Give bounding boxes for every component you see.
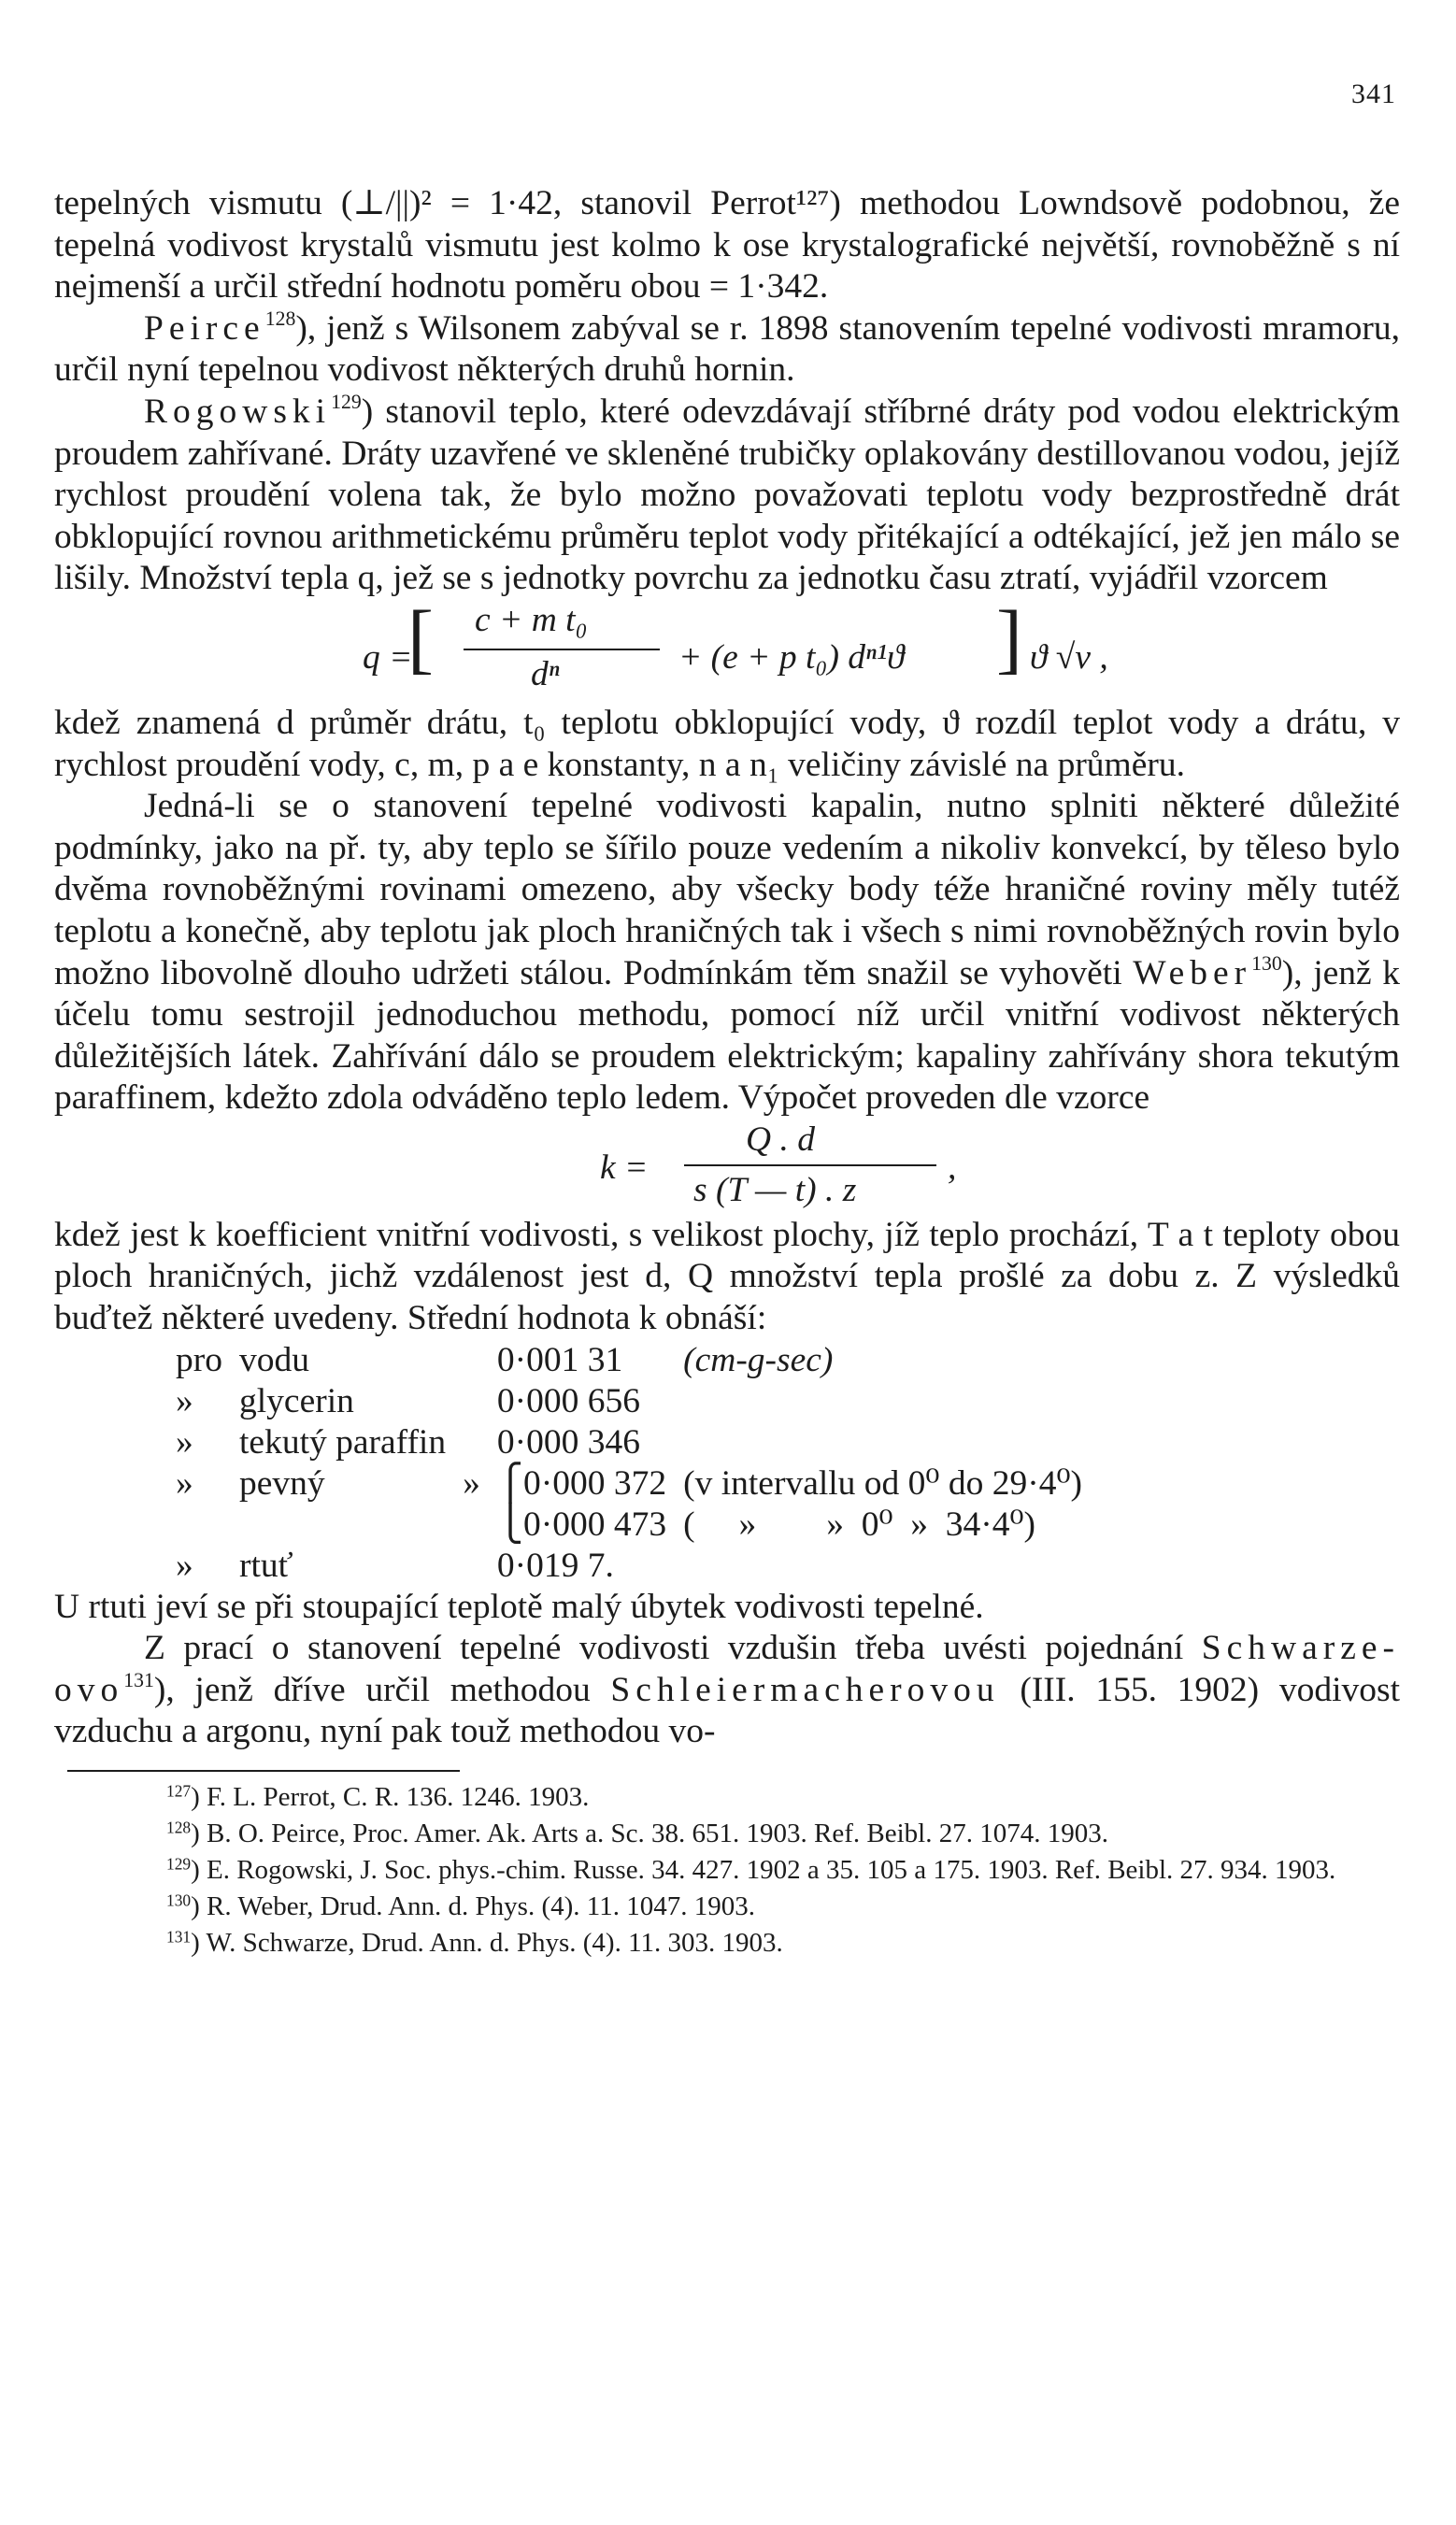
- row-note: [683, 1422, 1099, 1463]
- author-peirce: Peirce: [144, 308, 265, 348]
- row-note: (cm-g-sec): [683, 1340, 834, 1379]
- row-sub2: [463, 1381, 497, 1422]
- paragraph-perrot: tepelných vismutu (⊥/||)² = 1·42, stanovil Perrot¹²⁷) methodou Lowndsově podobnou, že tepelná vodivost krystalů vismutu jest kolmo k ose krystalografické největší, rovnoběžně s ní nejmenší a určil střední hodnotu poměru obou = 1·342.: [54, 184, 1400, 307]
- row-note: ( » » 0⁰ » 34·4⁰): [683, 1505, 1036, 1544]
- eq2-comma: ,: [948, 1148, 957, 1187]
- footnote-number: 129: [166, 1854, 192, 1874]
- row-substance: pevný: [239, 1463, 325, 1503]
- footnote-text: ) R. Weber, Drud. Ann. d. Phys. (4). 11. 1047. 1903.: [191, 1891, 755, 1922]
- paragraph-schwarze: [54, 1628, 1400, 1753]
- eq2-lhs: k =: [600, 1148, 649, 1187]
- results-table: [176, 1340, 1099, 1587]
- row-value: 0·000 656: [496, 1381, 640, 1420]
- eq1-tail: ϑ √v ,: [1030, 637, 1108, 677]
- row-value: 0·001 31: [496, 1340, 623, 1379]
- paragraph-mercury: U rtuti jeví se při stoupající teplotě malý úbytek vodivosti tepelné.: [54, 1587, 984, 1626]
- row-value: 0·000 346: [496, 1422, 640, 1462]
- footnote-text: ) F. L. Perrot, C. R. 136. 1246. 1903.: [191, 1782, 590, 1813]
- row-sub2: »: [463, 1463, 480, 1503]
- eq1-lhs: q =: [363, 637, 413, 677]
- row-mark: »: [176, 1546, 193, 1585]
- eq2-denominator: s (T — t) . z: [693, 1170, 857, 1209]
- eq1-fraction-bar: [464, 649, 660, 650]
- paragraph-peirce: [54, 308, 1400, 392]
- table-row: [176, 1505, 1099, 1546]
- paragraph-definitions: kdež jest k koefficient vnitřní vodivosti, s velikost plochy, jíž teplo prochází, T a t teploty obou ploch hraničných, jichž vzdálenost jest d, Q množství tepla prošlé za dobu z. Z výsledků buďtež některé uvedeny. Střední hodnota k obnáší:: [54, 1215, 1400, 1338]
- table-row: [176, 1463, 1099, 1505]
- footnote-129: [54, 1852, 1400, 1889]
- eq1-denominator: dⁿ: [531, 654, 560, 693]
- footnote-text: ) E. Rogowski, J. Soc. phys.-chim. Russe. 34. 427. 1902 a 35. 105 a 175. 1903. Ref. Beibl. 27. 934. 1903.: [191, 1855, 1336, 1886]
- footnote-ref-128: 128: [264, 307, 296, 330]
- footnote-ref-131: 131: [123, 1668, 154, 1691]
- paragraph-schwarze-text-a: Z prací o stanovení tepelné vodivosti vzdušin třeba uvésti pojednání: [144, 1629, 1184, 1668]
- footnote-number: 131: [166, 1927, 192, 1947]
- eq2-fraction-bar: [684, 1164, 936, 1166]
- footnote-130: [54, 1889, 1400, 1925]
- footnote-ref-129: 129: [331, 390, 362, 413]
- footnote-number: 127: [166, 1781, 192, 1801]
- footnote-ref-130: 130: [1251, 951, 1282, 975]
- eq2-numerator: Q . d: [746, 1120, 815, 1159]
- eq1-right-bracket: ]: [996, 594, 1022, 682]
- paragraph-weber: [54, 786, 1400, 1120]
- eq1-numerator: c + m t₀: [475, 600, 588, 639]
- row-sub2: [463, 1546, 497, 1587]
- paragraph-symbols: kdež znamená d průměr drátu, t₀ teplotu obklopující vody, ϑ rozdíl teplot vody a drátu, v rychlost proudění vody, c, m, p a e konstanty, n a n₁ veličiny závislé na průměru.: [54, 703, 1400, 784]
- row-note: [683, 1546, 1099, 1587]
- row-mark: »: [176, 1422, 193, 1462]
- paragraph-schwarze-text-b: ), jenž dříve určil methodou: [153, 1670, 591, 1709]
- row-substance: vodu: [239, 1340, 309, 1379]
- table-row: [176, 1546, 1099, 1587]
- main-text: [54, 183, 1400, 1962]
- row-value: 0·019 7.: [496, 1546, 614, 1585]
- author-weber: Weber: [1133, 953, 1252, 992]
- footnote-number: 128: [166, 1818, 192, 1837]
- row-mark: »: [176, 1381, 193, 1420]
- footnote-divider: [67, 1770, 460, 1772]
- row-mark: pro: [176, 1340, 222, 1379]
- row-sub2: [463, 1505, 497, 1546]
- row-sub2: [463, 1422, 497, 1463]
- paragraph-rogowski: [54, 392, 1400, 600]
- row-mark: [176, 1505, 239, 1546]
- footnote-text: ) W. Schwarze, Drud. Ann. d. Phys. (4). 11. 303. 1903.: [191, 1928, 783, 1959]
- row-substance: [239, 1505, 463, 1546]
- footnote-127: [54, 1779, 1400, 1816]
- footnote-128: [54, 1816, 1400, 1852]
- footnote-131: [54, 1925, 1400, 1962]
- page-number: 341: [1351, 78, 1396, 109]
- row-substance: tekutý paraffin: [239, 1422, 447, 1462]
- row-value: ⎧0·000 372: [496, 1463, 667, 1503]
- equation-conductivity: [54, 1120, 1400, 1215]
- footnotes: [54, 1779, 1400, 1962]
- table-row: [176, 1381, 1099, 1422]
- footnote-number: 130: [166, 1890, 192, 1910]
- row-note: [683, 1381, 1099, 1422]
- row-note: (v intervallu od 0⁰ do 29·4⁰): [683, 1463, 1082, 1503]
- row-value: ⎩0·000 473: [496, 1505, 667, 1544]
- table-row: [176, 1340, 1099, 1381]
- paragraph-schwarze-text-c: (III. 155. 1902) vodivost vzduchu a argonu, nyní pak touž methodou vo-: [54, 1670, 1401, 1751]
- eq1-left-bracket: [: [407, 594, 434, 682]
- row-substance: glycerin: [239, 1381, 354, 1420]
- footnote-text: ) B. O. Peirce, Proc. Amer. Ak. Arts a. Sc. 38. 651. 1903. Ref. Beibl. 27. 1074. 1903.: [191, 1819, 1108, 1849]
- equation-heat-loss: [54, 594, 1400, 703]
- author-schwarze: Schwarze-ovo: [54, 1629, 1400, 1709]
- table-row: [176, 1422, 1099, 1463]
- paragraph-weber-text-a: Jedná-li se o stanovení tepelné vodivosti kapalin, nutno splniti některé důležité podmínky, jako na př. ty, aby teplo se šířilo pouze vedením a nikoliv konvekcí, by těleso bylo dvěma rovnoběžnými rovinami omezeno, aby všecky body téže hraničné roviny měly tutéž teplotu a konečně, aby teplotu jak ploch hraničných tak i všech s nimi rovnoběžných rovin bylo možno libovolně dlouho udržeti stálou. Podmínkám těm snažil se vyhověti: [54, 787, 1400, 992]
- author-schleiermacher: Schleiermacherovou: [610, 1670, 1000, 1709]
- eq1-middle-term: + (e + p t₀) dⁿ¹ϑ: [678, 637, 905, 677]
- row-substance: rtuť: [239, 1546, 293, 1585]
- paragraph-weber-text-b: ), jenž k účelu tomu sestrojil jednoduchou methodu, pomocí níž určil vnitřní vodivost některých důležitějších látek. Zahřívání dálo se proudem elektrickým; kapaliny zahřívány shora tekutým paraffinem, kdežto zdola odváděno teplo ledem. Výpočet proveden dle vzorce: [54, 953, 1401, 1118]
- paragraph-peirce-text: ), jenž s Wilsonem zabýval se r. 1898 stanovením tepelné vodivosti mramoru, určil nyní tepelnou vodivost některých druhů hornin.: [54, 308, 1400, 390]
- row-sub2: [463, 1340, 497, 1381]
- author-rogowski: Rogowski: [144, 392, 332, 431]
- row-mark: »: [176, 1463, 193, 1503]
- paragraph-rogowski-text: ) stanovil teplo, které odevzdávají stříbrné dráty pod vodou elektrickým proudem zahřívané. Dráty uzavřené ve skleněné trubičky oplakovány destillovanou vodou, jejíž rychlost proudění volena tak, že bylo možno považovati teplotu vody bezprostředně drát obklopující rovnou arithmetickému průměru teplot vody přitékající a odtékající, jež jen málo se lišily. Množství tepla q, jež se s jednotky povrchu za jednotku času ztratí, vyjádřil vzorcem: [54, 392, 1400, 598]
